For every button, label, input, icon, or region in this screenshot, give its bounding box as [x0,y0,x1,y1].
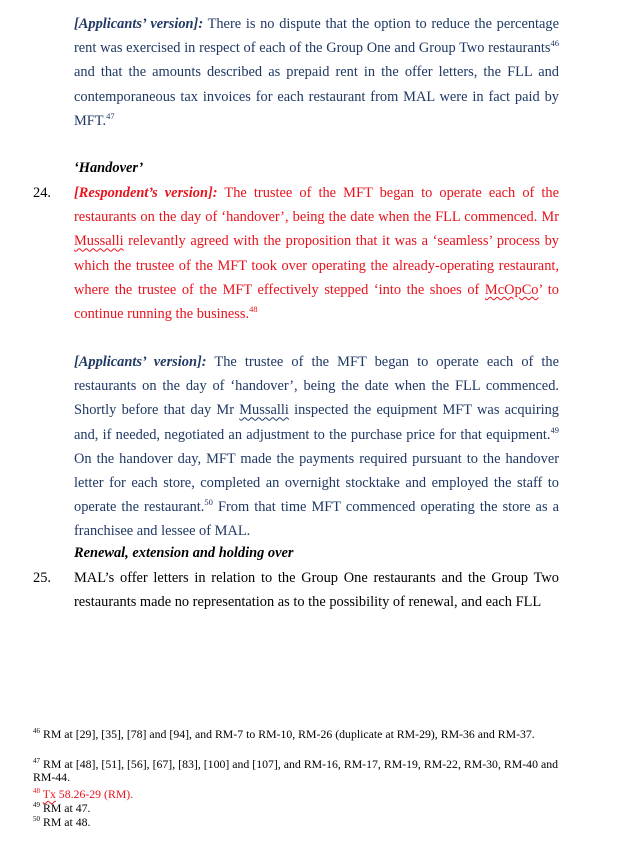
footnote-number: 47 [33,757,40,766]
footnote-ref-47[interactable]: 47 [106,111,115,122]
spellcheck-word: McOpCo [484,281,539,298]
paragraph-text: On the handover day, MFT made the payments required pursuant to the handover letter for each store, completed an overnight stocktake and employed the staff to operate the restaurant. [74,450,559,516]
paragraph-25: MAL’s offer letters in relation to the Group One restaurants and the Group Two restaurants made no representation as to the possibility of renewal, and each FLL [74,570,559,611]
footnote-text: RM at [48], [51], [56], [67], [83], [100] and [107], and RM-16, RM-17, RM-19, RM-22, RM-30, RM-40 and RM-44. [33,757,558,784]
footnote-text: RM at 47. [40,801,91,815]
footnote-ref-49[interactable]: 49 [550,424,559,435]
spellcheck-word: Mussalli [74,233,124,250]
applicants-version-label: [Applicants’ version]: [74,354,207,370]
footnote-number: 49 [33,801,40,810]
section-heading-handover: ‘Handover’ [74,160,144,176]
paragraph-text: relevantly agreed with the proposition that it was a ‘seamless’ process by which the trustee of the MFT took over operating the already-operating restaurant, where the trustee of the MFT effectively stepped ‘into the shoes of [74,233,559,298]
respondent-version-label: [Respondent’s version]: [74,185,218,201]
paragraph-text: and that the amounts described as prepaid rent in the offer letters, the FLL and contemporaneous tax invoices for each restaurant from MAL were in fact paid by MFT. [74,64,559,129]
paragraph-number-24: 24. [33,185,51,201]
footnote-ref-50[interactable]: 50 [204,497,213,508]
footnote-text: RM at 48. [40,815,91,829]
applicants-version-paragraph-23 [74,12,559,133]
applicants-version-paragraph-24 [74,350,559,544]
footnote-50 [33,816,558,829]
paragraph-text: From that time MFT commenced operating the store as a franchisee and lessee of MAL. [74,499,559,540]
footnote-ref-46[interactable]: 46 [550,38,559,49]
section-heading-renewal: Renewal, extension and holding over [74,545,294,561]
paragraph-text: inspected the equipment MFT was acquiring and, if needed, negotiated an adjustment to the purchase price for that equipment. [74,402,559,443]
paragraph-text: There is no dispute that the option to reduce the percentage rent was exercised in respect of each of the Group One and Group Two restaurants [74,16,559,57]
footnote-number: 46 [33,727,40,736]
respondent-version-paragraph-24 [74,181,559,326]
applicants-version-label: [Applicants’ version]: [74,16,204,32]
spellcheck-word: Mussalli [239,402,289,419]
spellcheck-word: Tx [42,787,56,801]
footnote-text: 58.26-29 (RM). [55,787,134,801]
paragraph-text: The trustee of the MFT began to operate each of the restaurants on the day of ‘handover’, being the date when the FLL commenced. Mr [74,185,559,226]
paragraph-text: ’ to continue running the business. [74,281,559,323]
footnote-text: RM at [29], [35], [78] and [94], and RM-7 to RM-10, RM-26 (duplicate at RM-29), RM-36 and RM-37. [40,727,535,741]
footnote-ref-48[interactable]: 48 [249,304,258,315]
footnote-49 [33,802,558,815]
footnote-47 [33,758,558,784]
footnote-number: 48 [33,787,40,796]
footnote-48 [33,788,558,801]
paragraph-number-25: 25. [33,570,51,586]
paragraph-text: The trustee of the MFT began to operate each of the restaurants on the day of ‘handover’, being the date when the FLL commenced. Shortly before that day Mr [74,354,559,419]
footnote-46 [33,728,558,741]
footnote-number: 50 [33,815,40,824]
